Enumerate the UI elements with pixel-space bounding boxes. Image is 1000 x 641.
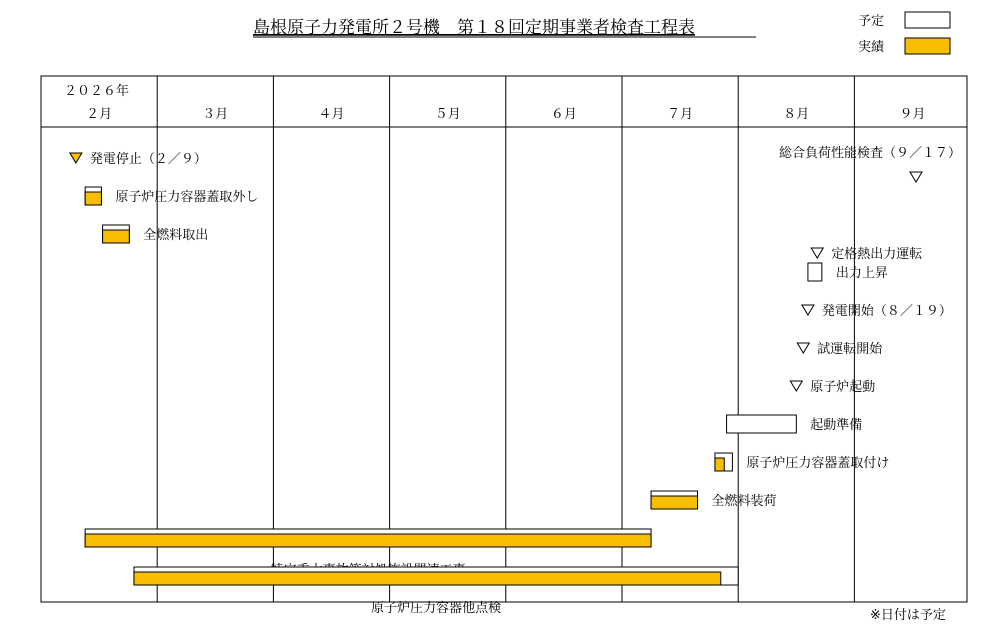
- actual-bar: [85, 192, 101, 205]
- milestone-marker: [802, 305, 814, 315]
- milestone-label: 総合負荷性能検査（９／１７）: [778, 146, 961, 161]
- task-label: 出力上昇: [835, 266, 888, 281]
- task-label: 全燃料取出: [143, 228, 209, 243]
- actual-bar: [85, 534, 651, 547]
- legend-actual-swatch: [905, 38, 950, 54]
- milestone-marker: [790, 381, 802, 391]
- chart-title: 島根原子力発電所２号機 第１８回定期事業者検査工程表: [253, 18, 695, 38]
- actual-bar: [715, 458, 724, 471]
- month-label: ４月: [318, 107, 345, 122]
- task-label: 原子炉圧力容器蓋取外し: [115, 190, 259, 205]
- month-label: ６月: [550, 107, 577, 122]
- footnote: ※日付は予定: [870, 608, 946, 623]
- tasks: [70, 145, 961, 616]
- month-label: ５月: [434, 107, 461, 122]
- milestone-label: 定格熱出力運転: [831, 247, 923, 262]
- milestone-label: 発電開始（８／１９）: [821, 304, 952, 319]
- month-label: ８月: [783, 107, 810, 122]
- actual-bar: [651, 496, 697, 509]
- month-label: ７月: [667, 107, 694, 122]
- task-label: 起動準備: [810, 418, 863, 433]
- milestone-label: 試運転開始: [817, 342, 883, 357]
- month-label: ９月: [899, 107, 926, 122]
- milestone-label: 発電停止（２／９）: [89, 152, 207, 167]
- milestone-marker: [811, 248, 823, 258]
- legend-plan-label: 予定: [858, 14, 885, 29]
- month-label: ３月: [202, 107, 229, 122]
- month-label: ２月: [86, 107, 113, 122]
- plan-bar: [808, 263, 822, 281]
- milestone-label: 原子炉起動: [810, 380, 876, 395]
- legend-actual-label: 実績: [858, 40, 885, 55]
- legend: [858, 12, 950, 55]
- actual-bar: [134, 572, 721, 585]
- legend-plan-swatch: [905, 12, 950, 28]
- month-grid: [157, 76, 854, 602]
- year-label: ２０２６年: [64, 84, 130, 99]
- milestone-marker: [910, 172, 922, 182]
- task-label: 原子炉圧力容器蓋取付け: [746, 456, 890, 471]
- task-label: 全燃料装荷: [711, 494, 777, 509]
- milestone-marker: [797, 343, 809, 353]
- actual-bar: [103, 230, 130, 243]
- task-label: 原子炉圧力容器他点検: [371, 601, 502, 616]
- plan-bar: [727, 415, 797, 433]
- milestone-marker: [70, 153, 82, 163]
